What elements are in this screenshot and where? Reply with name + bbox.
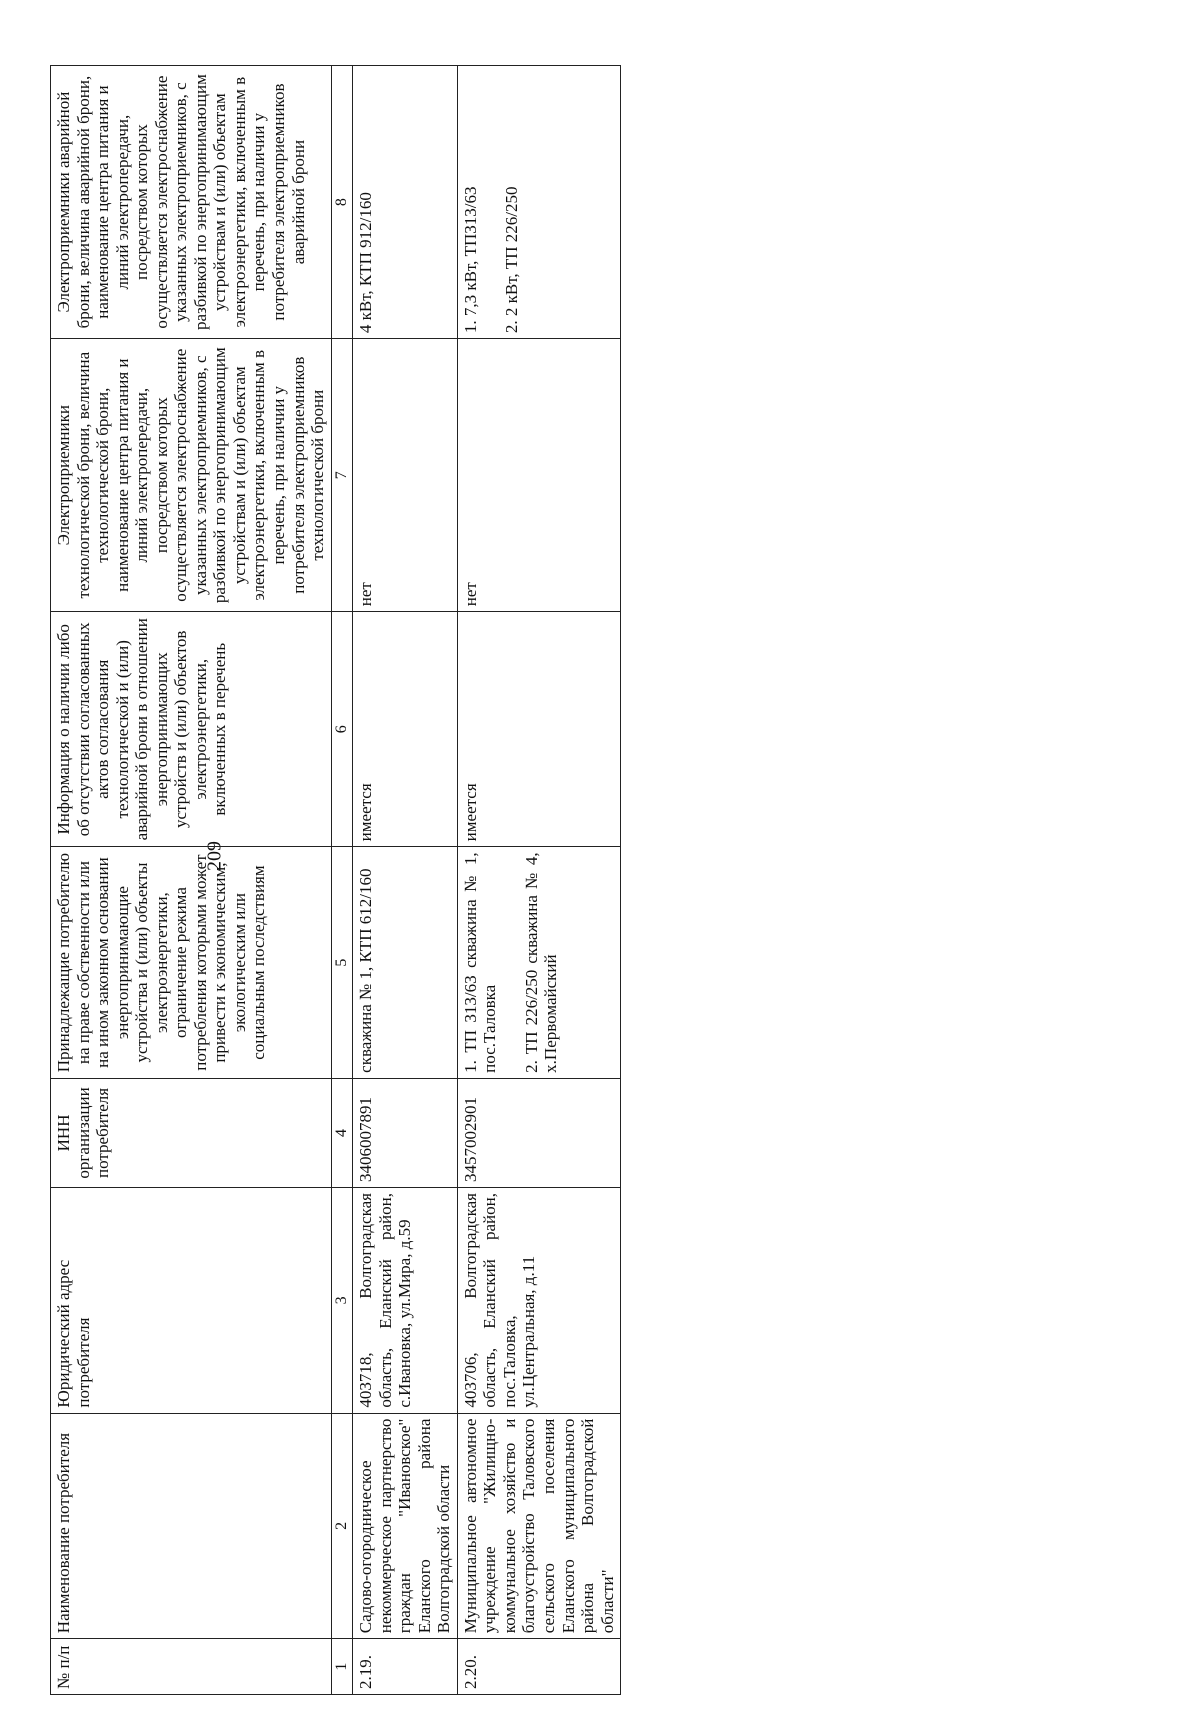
emergency-reserve: [353, 66, 458, 339]
header-emergency-reserve: Электроприемники аварийной брони, величина аварийной брони, наименование центра питания и линий электропередачи, посредством которых осуществляется электроснабжение указанных электроприемников, с разбивкой по энергопринимающим устройствам и (или) объектам электроэнергетики, включенным в перечень, при наличии у потребителя электроприемников аварийной брони: [51, 66, 332, 339]
column-number: 8: [331, 66, 352, 339]
consumer-devices: [457, 847, 620, 1079]
device-item: 2. ТП 226/250 скважина № 4, х.Первомайский: [521, 852, 561, 1073]
header-tech-reserve: Электроприемники технологической брони, величина технологической брони, наименование центра питания и линий электропередачи, посредством которых осуществляется электроснабжение указанных электроприемников, с разбивкой по энергопринимающим устройствам и (или) объектам электроэнергетики, включенным в перечень, при наличии у потребителя электроприемников технологической брони: [51, 339, 332, 612]
header-num: № п/п: [51, 1639, 332, 1695]
column-number: 5: [331, 847, 352, 1079]
column-number: 2: [331, 1413, 352, 1639]
emergency-item: 2. 2 кВт, ТП 226/250: [502, 186, 522, 334]
header-acts: Информация о наличии либо об отсутствии согласованных актов согласования технологической и (или) аварийной брони в отношении энергопринимающих устройств и (или) объектов электроэнергетики, включенных в перечень: [51, 612, 332, 847]
column-number: 7: [331, 339, 352, 612]
consumer-name: Муниципальное автономное учреждение "Жилищно-коммунальное хозяйство и благоустройство Таловского сельского поселения Еланского муниципального района Волгоградской области": [457, 1413, 620, 1639]
consumer-name: Садово-огородническое некоммерческое партнерство граждан "Ивановское" Еланского района Волгоградской области: [353, 1413, 458, 1639]
tech-reserve: нет: [353, 339, 458, 612]
column-number: 1: [331, 1639, 352, 1695]
header-name: Наименование потребителя: [51, 1413, 332, 1639]
row-number: 2.20.: [457, 1639, 620, 1695]
column-number: 3: [331, 1188, 352, 1414]
acts-info: имеется: [353, 612, 458, 847]
emergency-item: 1. 7,3 кВт, ТП313/63: [460, 186, 480, 334]
page-number: 209: [203, 841, 226, 871]
consumer-inn: 3457002901: [457, 1078, 620, 1187]
header-inn: ИНН организации потребителя: [51, 1078, 332, 1187]
tech-reserve: нет: [457, 339, 620, 612]
rotated-page: [50, 35, 1150, 1695]
emergency-reserve: [457, 66, 620, 339]
device-item: 1. ТП 313/63 скважина № 1, пос.Таловка: [460, 852, 500, 1073]
consumers-table: [50, 65, 621, 1695]
column-number: 4: [331, 1078, 352, 1187]
acts-info: имеется: [457, 612, 620, 847]
consumer-address: 403706, Волгоградская область, Еланский район, пос.Таловка, ул.Центральная, д.11: [457, 1188, 620, 1414]
column-number: 6: [331, 612, 352, 847]
header-address: Юридический адрес потребителя: [51, 1188, 332, 1414]
column-number-row: [331, 66, 352, 1695]
consumer-address: 403718, Волгоградская область, Еланский район, с.Ивановка, ул.Мира, д.59: [353, 1188, 458, 1414]
consumer-devices: [353, 847, 458, 1079]
header-row: [51, 66, 332, 1695]
consumer-inn: 3406007891: [353, 1078, 458, 1187]
device-item: скважина № 1, КТП 612/160: [356, 868, 376, 1073]
emergency-item: 4 кВт, КТП 912/160: [356, 192, 376, 334]
table-row: [353, 66, 458, 1695]
table-row: [457, 66, 620, 1695]
row-number: 2.19.: [353, 1639, 458, 1695]
header-devices: Принадлежащие потребителю на праве собственности или на ином законном основании энергопринимающие устройства и (или) объекты электроэнергетики, ограничение режима потребления которыми может привести к экономическим, экологическим или социальным последствиям: [51, 847, 332, 1079]
